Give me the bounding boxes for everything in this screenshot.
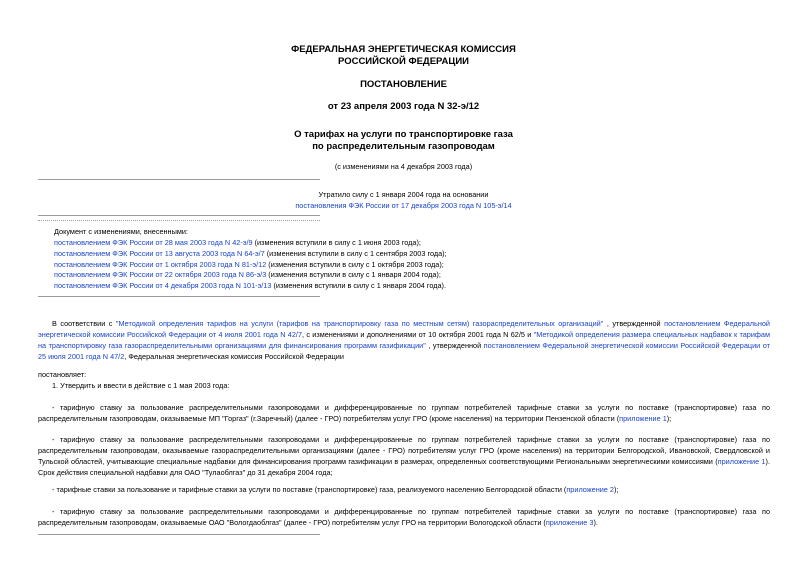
- edit-item: постановлением ФЭК России от 22 октября 2003 года N 86-э/3 (изменения вступили в силу с 1 января 2004 года);: [54, 270, 441, 279]
- edit-link[interactable]: постановлением ФЭК России от 1 октября 2003 года N 81-э/12: [54, 260, 267, 269]
- org-name-line2: РОССИЙСКОЙ ФЕДЕРАЦИИ: [337, 56, 469, 67]
- divider: [38, 215, 320, 216]
- divider-dotted: [38, 220, 320, 221]
- expired-note: Утратило силу с 1 января 2004 года на основании: [318, 190, 489, 199]
- expired-link-line: [0, 201, 807, 211]
- divider: [38, 179, 320, 180]
- item-1: 1. Утвердить и ввести в действие с 1 мая 2003 года:: [52, 381, 230, 390]
- edit-link[interactable]: постановлением ФЭК России от 28 мая 2003 года N 42-э/9: [54, 238, 253, 247]
- doc-type: ПОСТАНОВЛЕНИЕ: [360, 79, 447, 90]
- bullet-paragraph: - тарифную ставку за пользование распределительными газопроводами и дифференцированные по группам потребителей тарифные ставки за услуги по поставке (транспортировке) газа по распределительным газопроводам, оказываемые МП "Горгаз" (г.Заречный) (далее - ГРО) потребителям услуг ГРО (кроме населения) на территории Пензенской области (приложение 1);: [38, 403, 770, 423]
- resolution-link[interactable]: постановлением Федеральной энергетической комиссии Российской Федерации от 25 июля 2001 года N 47/2: [38, 341, 770, 361]
- expired-link[interactable]: постановления ФЭК России от 17 декабря 2003 года N 105-э/14: [295, 201, 512, 210]
- edit-link[interactable]: постановлением ФЭК России от 4 декабря 2003 года N 101-э/13: [54, 281, 272, 290]
- methodology-link[interactable]: "Методикой определения размера специальных надбавок к тарифам на транспортировку газа газораспределительными организациями для финансирования программ газификации": [38, 330, 770, 350]
- edit-item: постановлением ФЭК России от 1 октября 2003 года N 81-э/12 (изменения вступили в силу с 1 октября 2003 года);: [54, 260, 444, 269]
- decree-word: постановляет:: [38, 370, 87, 379]
- bullet-paragraph: - тарифную ставку за пользование распределительными газопроводами и дифференцированные по группам потребителей тарифные ставки за услуги по поставке (транспортировке) газа по распределительным газопроводам, оказываемые газораспределительными организациями (далее - ГРО) потребителям услуг ГРО (кроме населения) на территории Белгородской, Ивановской, Свердловской и Тульской областей, учитывающие специальные надбавки для финансирования программ газификации в размерах, определенных соответствующими Региональными энергетическими комиссиями (приложение 1). Срок действия специальной надбавки для ОАО "Тулаоблгаз" до 31 декабря 2004 года;: [38, 435, 770, 477]
- doc-title-line2: по распределительным газопроводам: [312, 141, 495, 152]
- edit-link[interactable]: постановлением ФЭК России от 13 августа 2003 года N 64-э/7: [54, 249, 265, 258]
- resolution-link[interactable]: постановлением Федеральной энергетической комиссии Российской Федерации от 4 июля 2001 года N 42/7: [38, 319, 771, 339]
- edit-item: постановлением ФЭК России от 4 декабря 2003 года N 101-э/13 (изменения вступили в силу с 1 января 2004 года).: [54, 281, 447, 290]
- edit-item: постановлением ФЭК России от 28 мая 2003 года N 42-э/9 (изменения вступили в силу с 1 июня 2003 года);: [54, 238, 421, 247]
- appendix-link[interactable]: приложение 2: [566, 485, 614, 494]
- appendix-link[interactable]: приложение 1: [619, 414, 667, 423]
- doc-date: от 23 апреля 2003 года N 32-э/12: [327, 101, 480, 112]
- edits-intro: Документ с изменениями, внесенными:: [54, 227, 188, 236]
- appendix-link[interactable]: приложение 1: [717, 457, 766, 466]
- preamble-paragraph: В соответствии с "Методикой определения тарифов на услуги (тарифов на транспортировку газа по местным сетям) газораспределительных организаций" , утвержденной постановлением Федеральной энергетической комиссии Российской Федерации от 4 июля 2001 года N 42/7, с изменениями и дополнениями от 10 октября 2001 года N 62/5 и "Методикой определения размера специальных надбавок к тарифам на транспортировку газа газораспределительными организациями для финансирования программ газификации" , утвержденной постановлением Федеральной энергетической комиссии Российской Федерации от 25 июля 2001 года N 47/2, Федеральная энергетическая комиссия Российской Федерации: [38, 319, 771, 361]
- edit-link[interactable]: постановлением ФЭК России от 22 октября 2003 года N 86-э/3: [54, 270, 267, 279]
- divider: [38, 296, 320, 297]
- methodology-link[interactable]: "Методикой определения тарифов на услуги (тарифов на транспортировку газа по местным сетям) газораспределительных организаций": [115, 319, 604, 328]
- org-name-line1: ФЕДЕРАЛЬНАЯ ЭНЕРГЕТИЧЕСКАЯ КОМИССИЯ: [291, 44, 516, 55]
- bullet-paragraph: - тарифную ставку за пользование распределительными газопроводами и дифференцированные по группам потребителей тарифные ставки за услуги по поставке (транспортировке) газа по распределительным газопроводам, оказываемые ОАО "Вологдаоблгаз" (далее - ГРО) потребителям услуг ГРО на территории Вологодской области (приложение 3).: [38, 507, 770, 527]
- bullet-paragraph: - тарифные ставки за пользование и тарифные ставки за услуги по поставке (транспортировке) газа, реализуемого населению Белгородской области (приложение 2);: [52, 485, 619, 494]
- divider: [38, 534, 320, 535]
- edit-item: постановлением ФЭК России от 13 августа 2003 года N 64-э/7 (изменения вступили в силу с 1 сентября 2003 года);: [54, 249, 447, 258]
- changes-note: (с изменениями на 4 декабря 2003 года): [334, 162, 473, 171]
- doc-title-line1: О тарифах на услуги по транспортировке газа: [294, 129, 513, 140]
- appendix-link[interactable]: приложение 3: [545, 518, 594, 527]
